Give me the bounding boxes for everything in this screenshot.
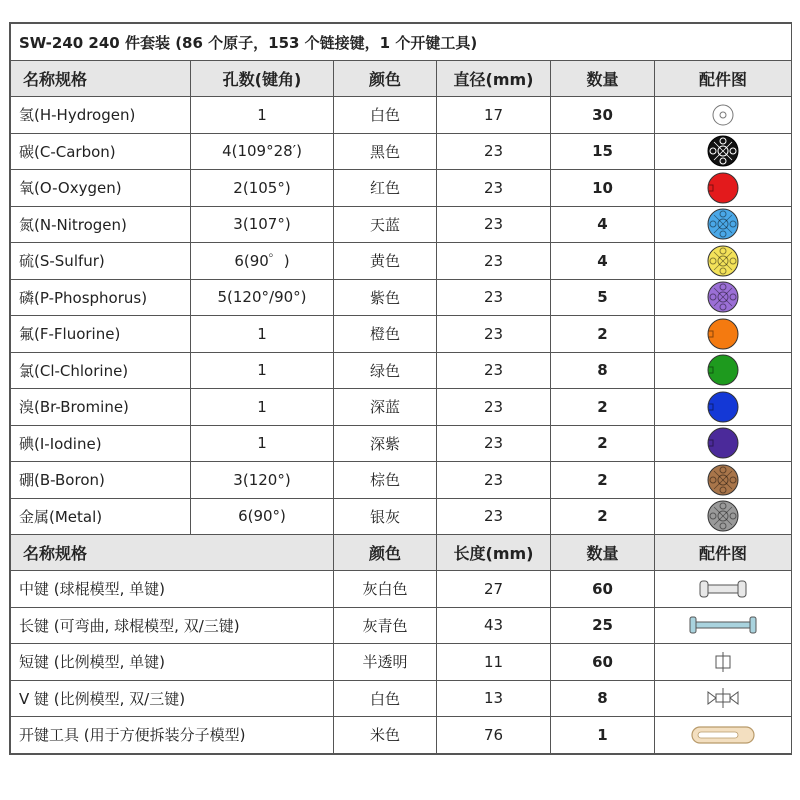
atom-name: 磷(P-Phosphorus) xyxy=(11,279,191,316)
bond-image xyxy=(655,717,792,754)
parts-table xyxy=(9,22,792,755)
atom-name: 金属(Metal) xyxy=(11,498,191,535)
carbon-ball-icon xyxy=(705,134,741,168)
atom-diameter: 23 xyxy=(437,462,551,499)
column-header: 直径(mm) xyxy=(437,61,551,97)
atom-color: 深蓝 xyxy=(334,389,437,426)
atom-quantity: 10 xyxy=(551,170,655,207)
atom-diameter: 23 xyxy=(437,133,551,170)
bond-length: 76 xyxy=(437,717,551,754)
column-header: 颜色 xyxy=(334,61,437,97)
table-row xyxy=(11,389,792,426)
atom-diameter: 17 xyxy=(437,97,551,134)
atom-holes: 1 xyxy=(191,97,334,134)
atom-diameter: 23 xyxy=(437,206,551,243)
atom-quantity: 4 xyxy=(551,243,655,280)
column-header: 名称规格 xyxy=(11,535,334,571)
boron-ball-icon xyxy=(705,463,741,497)
atom-holes: 2(105°) xyxy=(191,170,334,207)
atom-quantity: 8 xyxy=(551,352,655,389)
iodine-ball-icon xyxy=(705,426,741,460)
atom-quantity: 4 xyxy=(551,206,655,243)
atom-holes: 6(90°) xyxy=(191,498,334,535)
bond-image xyxy=(655,680,792,717)
table-row xyxy=(11,279,792,316)
atom-color: 绿色 xyxy=(334,352,437,389)
bond-image xyxy=(655,644,792,681)
atom-header-row xyxy=(11,61,792,97)
atom-quantity: 2 xyxy=(551,498,655,535)
hydrogen-ball-icon xyxy=(705,98,741,132)
table-row xyxy=(11,316,792,353)
atom-name: 氧(O-Oxygen) xyxy=(11,170,191,207)
table-row xyxy=(11,170,792,207)
atom-holes: 4(109°28′) xyxy=(191,133,334,170)
atom-color: 黑色 xyxy=(334,133,437,170)
atom-diameter: 23 xyxy=(437,425,551,462)
bond-quantity: 60 xyxy=(551,644,655,681)
table-row xyxy=(11,352,792,389)
atom-diameter: 23 xyxy=(437,243,551,280)
atom-diameter: 23 xyxy=(437,170,551,207)
atom-holes: 1 xyxy=(191,425,334,462)
atom-diameter: 23 xyxy=(437,316,551,353)
fluorine-ball-icon xyxy=(705,317,741,351)
column-header: 名称规格 xyxy=(11,61,191,97)
bond-image xyxy=(655,607,792,644)
column-header: 孔数(键角) xyxy=(191,61,334,97)
atom-image xyxy=(655,389,792,426)
bond-length: 43 xyxy=(437,607,551,644)
column-header: 数量 xyxy=(551,61,655,97)
atom-image xyxy=(655,352,792,389)
bond-color: 米色 xyxy=(334,717,437,754)
atom-quantity: 5 xyxy=(551,279,655,316)
atom-image xyxy=(655,279,792,316)
table-row xyxy=(11,680,792,717)
table-row xyxy=(11,243,792,280)
table-row xyxy=(11,97,792,134)
atom-name: 碘(I-Iodine) xyxy=(11,425,191,462)
atom-quantity: 2 xyxy=(551,316,655,353)
atom-image xyxy=(655,170,792,207)
atom-holes: 1 xyxy=(191,316,334,353)
medium-bond-icon xyxy=(688,575,758,603)
bond-color: 灰白色 xyxy=(334,571,437,608)
table-row xyxy=(11,462,792,499)
atom-holes: 1 xyxy=(191,352,334,389)
atom-diameter: 23 xyxy=(437,389,551,426)
atom-color: 橙色 xyxy=(334,316,437,353)
column-header: 配件图 xyxy=(655,535,792,571)
atom-holes: 1 xyxy=(191,389,334,426)
bond-name: 中键 (球棍模型, 单键) xyxy=(11,571,334,608)
short-bond-icon xyxy=(688,648,758,676)
atom-color: 紫色 xyxy=(334,279,437,316)
atom-name: 氯(Cl-Chlorine) xyxy=(11,352,191,389)
atom-color: 棕色 xyxy=(334,462,437,499)
atom-name: 氟(F-Fluorine) xyxy=(11,316,191,353)
table-row xyxy=(11,571,792,608)
atom-color: 天蓝 xyxy=(334,206,437,243)
atom-color: 黄色 xyxy=(334,243,437,280)
v-bond-icon xyxy=(688,684,758,712)
atom-name: 氮(N-Nitrogen) xyxy=(11,206,191,243)
phosphorus-ball-icon xyxy=(705,280,741,314)
metal-ball-icon xyxy=(705,499,741,533)
atom-name: 硼(B-Boron) xyxy=(11,462,191,499)
table-row xyxy=(11,717,792,754)
atom-name: 碳(C-Carbon) xyxy=(11,133,191,170)
column-header: 颜色 xyxy=(334,535,437,571)
bond-name: 开键工具 (用于方便拆装分子模型) xyxy=(11,717,334,754)
bond-color: 灰青色 xyxy=(334,607,437,644)
bond-image xyxy=(655,571,792,608)
table-row xyxy=(11,206,792,243)
sulfur-ball-icon xyxy=(705,244,741,278)
bond-length: 27 xyxy=(437,571,551,608)
table-title: SW-240 240 件套装 (86 个原子，153 个链接键，1 个开键工具) xyxy=(11,24,792,61)
bond-quantity: 1 xyxy=(551,717,655,754)
bond-name: 短键 (比例模型, 单键) xyxy=(11,644,334,681)
bond-length: 11 xyxy=(437,644,551,681)
bond-name: V 键 (比例模型, 双/三键) xyxy=(11,680,334,717)
atom-holes: 5(120°/90°) xyxy=(191,279,334,316)
atom-color: 深紫 xyxy=(334,425,437,462)
atom-color: 银灰 xyxy=(334,498,437,535)
atom-quantity: 2 xyxy=(551,425,655,462)
atom-image xyxy=(655,498,792,535)
atom-color: 红色 xyxy=(334,170,437,207)
bond-quantity: 8 xyxy=(551,680,655,717)
column-header: 长度(mm) xyxy=(437,535,551,571)
atom-quantity: 15 xyxy=(551,133,655,170)
table-row xyxy=(11,607,792,644)
table-row xyxy=(11,133,792,170)
atom-quantity: 30 xyxy=(551,97,655,134)
atom-name: 硫(S-Sulfur) xyxy=(11,243,191,280)
atom-quantity: 2 xyxy=(551,389,655,426)
table-row xyxy=(11,425,792,462)
atom-image xyxy=(655,462,792,499)
atom-image xyxy=(655,206,792,243)
bond-color: 半透明 xyxy=(334,644,437,681)
nitrogen-ball-icon xyxy=(705,207,741,241)
atom-quantity: 2 xyxy=(551,462,655,499)
atom-diameter: 23 xyxy=(437,352,551,389)
atom-name: 溴(Br-Bromine) xyxy=(11,389,191,426)
bond-length: 13 xyxy=(437,680,551,717)
atom-holes: 6(90゜) xyxy=(191,243,334,280)
bromine-ball-icon xyxy=(705,390,741,424)
table-row xyxy=(11,644,792,681)
atom-image xyxy=(655,243,792,280)
atom-image xyxy=(655,316,792,353)
atom-holes: 3(120°) xyxy=(191,462,334,499)
bond-quantity: 25 xyxy=(551,607,655,644)
bond-name: 长键 (可弯曲, 球棍模型, 双/三键) xyxy=(11,607,334,644)
atom-diameter: 23 xyxy=(437,498,551,535)
long-bond-icon xyxy=(688,611,758,639)
atom-image xyxy=(655,133,792,170)
atom-image xyxy=(655,97,792,134)
bond-header-row xyxy=(11,535,792,571)
oxygen-ball-icon xyxy=(705,171,741,205)
atom-holes: 3(107°) xyxy=(191,206,334,243)
table-row xyxy=(11,498,792,535)
bond-quantity: 60 xyxy=(551,571,655,608)
chlorine-ball-icon xyxy=(705,353,741,387)
column-header: 配件图 xyxy=(655,61,792,97)
bond-color: 白色 xyxy=(334,680,437,717)
atom-color: 白色 xyxy=(334,97,437,134)
atom-image xyxy=(655,425,792,462)
bond-opener-tool-icon xyxy=(688,721,758,749)
column-header: 数量 xyxy=(551,535,655,571)
atom-name: 氢(H-Hydrogen) xyxy=(11,97,191,134)
atom-diameter: 23 xyxy=(437,279,551,316)
